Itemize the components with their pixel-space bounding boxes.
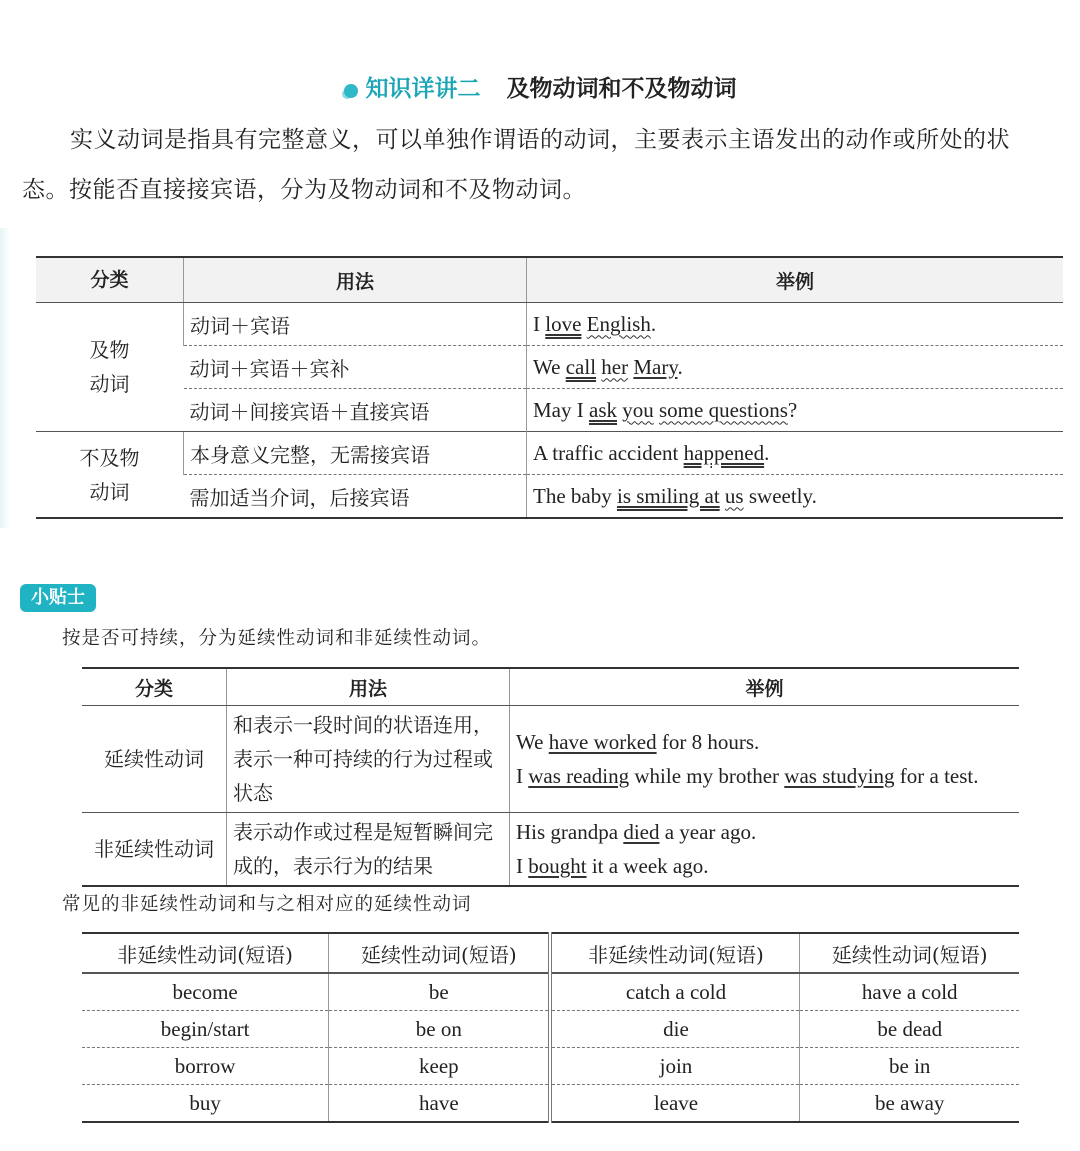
example-cell — [510, 813, 1020, 887]
category-intransitive — [36, 432, 184, 519]
table-row — [36, 303, 1063, 346]
table-cell: buy — [82, 1085, 329, 1123]
page-edge-shadow — [0, 228, 10, 528]
usage-cell: 本身意义完整，无需接宾语 — [184, 432, 527, 475]
tip-note-1: 按是否可持续，分为延续性动词和非延续性动词。 — [62, 628, 492, 649]
table-cell: die — [550, 1011, 799, 1048]
durative-verbs-table — [82, 667, 1019, 887]
usage-cell: 需加适当介词，后接宾语 — [184, 475, 527, 519]
verb-pairs-table — [82, 932, 1019, 1123]
table-row — [82, 706, 1019, 813]
category-line: 不及物 — [79, 445, 140, 470]
example-cell: I love English. — [527, 303, 1064, 346]
category-line: 动词 — [89, 479, 130, 504]
category-cell: 延续性动词 — [82, 706, 227, 813]
transitive-verbs-table — [36, 256, 1063, 519]
usage-cell: 和表示一段时间的状语连用，表示一种可持续的行为过程或状态 — [227, 706, 510, 813]
usage-cell: 动词＋宾语 — [184, 303, 527, 346]
table-cell: catch a cold — [550, 973, 799, 1011]
intro-line-1: 实义动词是指具有完整意义，可以单独作谓语的动词，主要表示主语发出的动作或所处的状 — [70, 127, 1010, 153]
section-title: 及物动词和不及物动词 — [506, 76, 737, 102]
example-line: I bought it a week ago. — [516, 854, 709, 878]
header-example: 举例 — [510, 668, 1020, 706]
header-usage: 用法 — [184, 257, 527, 303]
example-line: I was reading while my brother was studying for a test. — [516, 764, 979, 788]
category-cell: 非延续性动词 — [82, 813, 227, 887]
table-row — [82, 1085, 1019, 1123]
header-durative: 延续性动词(短语) — [329, 933, 551, 973]
table-cell: be away — [800, 1085, 1019, 1123]
table-row — [82, 973, 1019, 1011]
header-durative: 延续性动词(短语) — [800, 933, 1019, 973]
table-header-row — [82, 668, 1019, 706]
table-header-row — [36, 257, 1063, 303]
table-cell: have a cold — [800, 973, 1019, 1011]
table-cell: be on — [329, 1011, 551, 1048]
section-tag: 知识详讲二 — [365, 76, 481, 102]
table-row — [36, 389, 1063, 432]
example-line: His grandpa died a year ago. — [516, 820, 757, 844]
example-cell — [510, 706, 1020, 813]
header-nondurative: 非延续性动词(短语) — [82, 933, 329, 973]
table-cell: have — [329, 1085, 551, 1123]
usage-cell: 动词＋间接宾语＋直接宾语 — [184, 389, 527, 432]
header-usage: 用法 — [227, 668, 510, 706]
table-row — [36, 346, 1063, 389]
table-cell: borrow — [82, 1048, 329, 1085]
table-row — [82, 1048, 1019, 1085]
table-cell: be dead — [800, 1011, 1019, 1048]
header-category: 分类 — [36, 257, 184, 303]
header-nondurative: 非延续性动词(短语) — [550, 933, 799, 973]
table-cell: begin/start — [82, 1011, 329, 1048]
intro-paragraph — [22, 115, 1074, 215]
table-cell: leave — [550, 1085, 799, 1123]
category-line: 及物 — [89, 338, 130, 362]
usage-cell: 表示动作或过程是短暂瞬间完成的，表示行为的结果 — [227, 813, 510, 887]
header-example: 举例 — [527, 257, 1064, 303]
bullet-dot-icon — [344, 84, 358, 98]
example-cell: A traffic accident happened. — [527, 432, 1064, 475]
usage-cell: 动词＋宾语＋宾补 — [184, 346, 527, 389]
table-cell: keep — [329, 1048, 551, 1085]
section-heading — [0, 70, 1080, 103]
example-cell: May I ask you some questions? — [527, 389, 1064, 432]
tip-note-2: 常见的非延续性动词和与之相对应的延续性动词 — [62, 894, 472, 915]
table-cell: join — [550, 1048, 799, 1085]
table-row — [82, 813, 1019, 887]
header-category: 分类 — [82, 668, 227, 706]
table-row — [82, 1011, 1019, 1048]
table-cell: be in — [800, 1048, 1019, 1085]
table-row — [36, 475, 1063, 519]
category-transitive — [36, 303, 184, 432]
example-cell: We call her Mary. — [527, 346, 1064, 389]
example-cell: The baby is smiling at us sweetly. — [527, 475, 1064, 519]
category-line: 动词 — [89, 372, 130, 396]
table-row — [36, 432, 1063, 475]
tip-badge: 小贴士 — [20, 584, 96, 612]
table-cell: be — [329, 973, 551, 1011]
table-cell: become — [82, 973, 329, 1011]
example-line: We have worked for 8 hours. — [516, 730, 760, 754]
intro-line-2: 态。按能否直接接宾语，分为及物动词和不及物动词。 — [22, 177, 586, 203]
table-header-row — [82, 933, 1019, 973]
